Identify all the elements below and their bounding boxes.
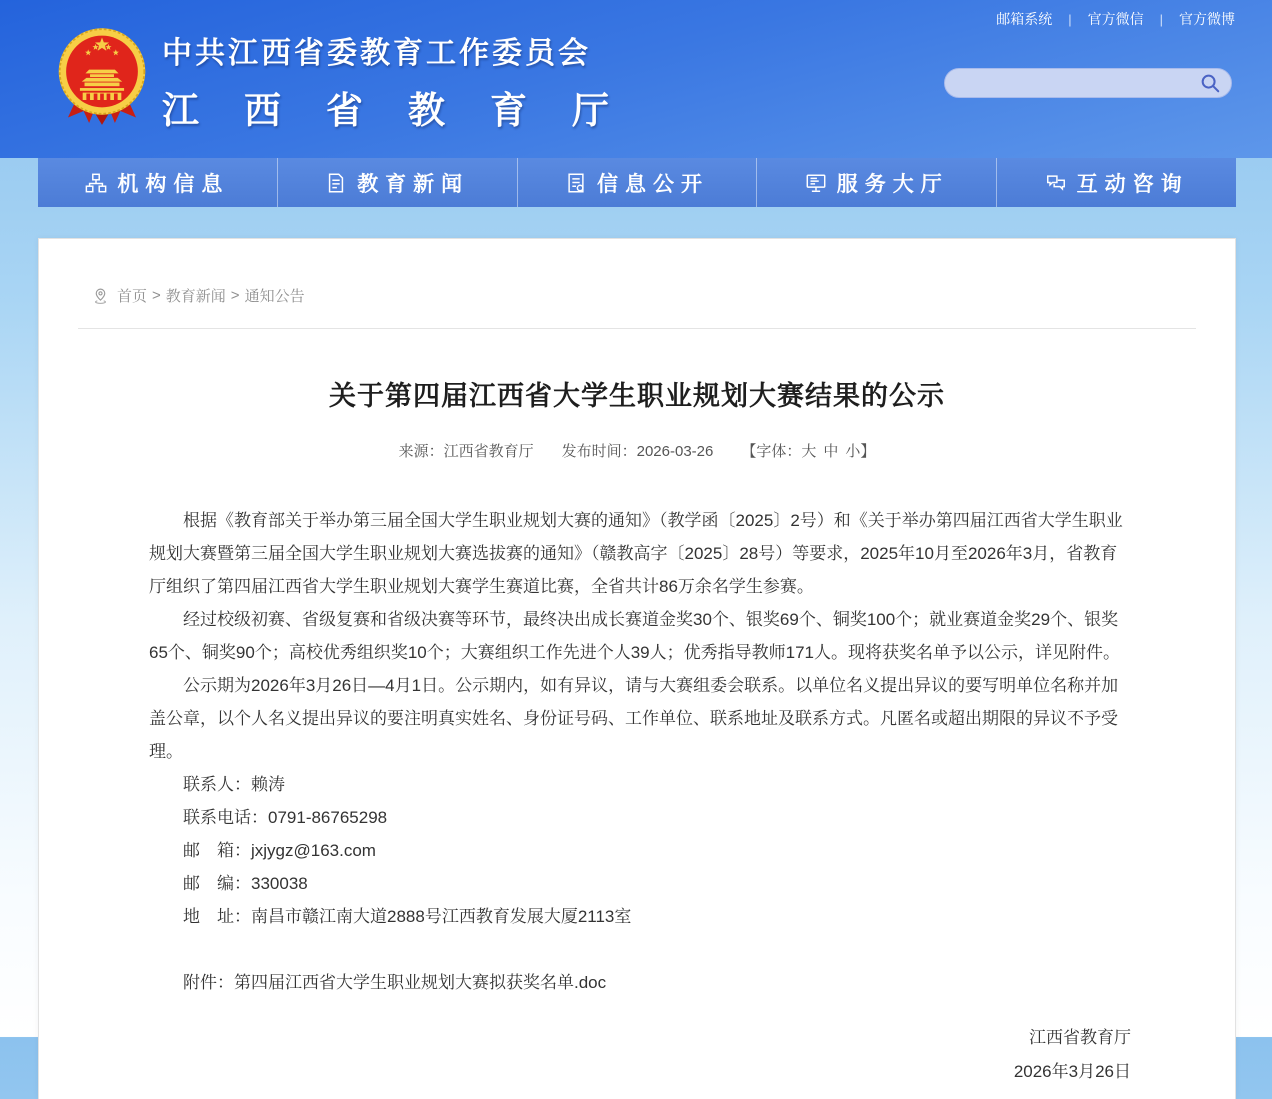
font-size-large-button[interactable]: 大 bbox=[801, 443, 817, 460]
nav-item-org-info[interactable] bbox=[38, 158, 278, 207]
breadcrumb-notices[interactable]: 通知公告 bbox=[244, 288, 305, 305]
nav-item-service-hall[interactable] bbox=[757, 158, 997, 207]
org-committee-title: 中共江西省委教育工作委员会 bbox=[162, 37, 591, 70]
article-title: 关于第四届江西省大学生职业规划大赛结果的公示 bbox=[329, 381, 945, 411]
nav-label: 互动咨询 bbox=[1076, 172, 1189, 196]
topbar-link-wechat[interactable]: 官方微信 bbox=[1087, 11, 1144, 27]
meta-source-value: 江西省教育厅 bbox=[443, 443, 534, 460]
location-pin-icon bbox=[92, 287, 109, 304]
search-icon bbox=[1199, 72, 1221, 94]
article-meta bbox=[39, 440, 1235, 461]
font-size-medium-button[interactable]: 中 bbox=[823, 443, 839, 460]
signature-block bbox=[149, 1021, 1131, 1089]
breadcrumb-separator: > bbox=[152, 287, 161, 304]
brand-text bbox=[162, 24, 654, 134]
nav-label: 服务大厅 bbox=[836, 172, 949, 196]
nav-item-consult[interactable] bbox=[997, 158, 1236, 207]
meta-time-label: 发布时间： bbox=[561, 443, 637, 460]
breadcrumb-home[interactable]: 首页 bbox=[117, 288, 148, 305]
sitemap-icon bbox=[85, 172, 107, 194]
breadcrumb-edu-news[interactable]: 教育新闻 bbox=[165, 288, 226, 305]
nav-item-info-disclosure[interactable] bbox=[518, 158, 758, 207]
meta-time-value: 2026-03-26 bbox=[636, 443, 714, 460]
topbar-links bbox=[996, 9, 1235, 29]
article-paragraph: 公示期为2026年3月26日—4月1日。公示期内，如有异议，请与大赛组委会联系。以单位名义提出异议的要写明单位名称并加盖公章，以个人名义提出异议的要注明真实姓名、身份证号码、工作单位、联系地址及联系方式。凡匿名或超出期限的异议不予受理。 bbox=[149, 676, 1119, 761]
attachment-line bbox=[149, 966, 1131, 999]
attachment-link[interactable]: 第四届江西省大学生职业规划大赛拟获奖名单.doc bbox=[234, 973, 607, 992]
chat-icon bbox=[1045, 172, 1067, 194]
contact-address: 地 址：南昌市赣江南大道2888号江西教育发展大厦2113室 bbox=[183, 907, 632, 926]
department-title: 江西省教育厅 bbox=[162, 90, 654, 131]
article-paragraph: 根据《教育部关于举办第三届全国大学生职业规划大赛的通知》（教学函〔2025〕2号）和《关于举办第四届江西省大学生职业规划大赛暨第三届全国大学生职业规划大赛选拔赛的通知》（赣教高字〔2025〕28号）等要求，2025年10月至2026年3月，省教育厅组织了第四届江西省大学生职业规划大赛学生赛道比赛，全省共计86万余名学生参赛。 bbox=[149, 511, 1123, 596]
nav-label: 机构信息 bbox=[117, 172, 230, 196]
news-doc-icon bbox=[325, 172, 347, 194]
topbar-separator: | bbox=[1159, 11, 1163, 27]
content-panel bbox=[38, 238, 1236, 1099]
info-doc-icon bbox=[565, 172, 587, 194]
meta-font-suffix: 】 bbox=[860, 443, 876, 460]
site-header bbox=[0, 0, 1272, 158]
attachment-label: 附件： bbox=[183, 973, 234, 992]
national-emblem-logo bbox=[56, 24, 148, 130]
search-input[interactable] bbox=[959, 71, 1199, 95]
topbar-separator: | bbox=[1068, 11, 1072, 27]
contact-postcode: 邮 编：330038 bbox=[183, 874, 308, 893]
nav-item-edu-news[interactable] bbox=[278, 158, 518, 207]
main-nav bbox=[38, 158, 1236, 207]
article-paragraph: 经过校级初赛、省级复赛和省级决赛等环节，最终决出成长赛道金奖30个、银奖69个、铜奖100个；就业赛道金奖29个、银奖65个、铜奖90个；高校优秀组织奖10个；大赛组织工作先进个人39人；优秀指导教师171人。现将获奖名单予以公示，详见附件。 bbox=[149, 610, 1120, 662]
nav-label: 教育新闻 bbox=[357, 172, 470, 196]
monitor-icon bbox=[805, 172, 827, 194]
font-size-small-button[interactable]: 小 bbox=[845, 443, 861, 460]
signature-org: 江西省教育厅 bbox=[1029, 1028, 1131, 1047]
breadcrumb-separator: > bbox=[230, 287, 240, 304]
breadcrumb bbox=[39, 239, 1235, 306]
topbar-link-mail[interactable]: 邮箱系统 bbox=[996, 11, 1053, 27]
contact-email: 邮 箱：jxjygz@163.com bbox=[183, 841, 376, 860]
site-search bbox=[944, 68, 1232, 98]
article-body bbox=[149, 504, 1131, 1089]
topbar-link-weibo[interactable]: 官方微博 bbox=[1179, 11, 1235, 27]
search-button[interactable] bbox=[1199, 72, 1221, 94]
contact-phone: 联系电话：0791-86765298 bbox=[183, 808, 388, 827]
site-brand bbox=[56, 24, 654, 134]
contact-person: 联系人：赖涛 bbox=[183, 775, 285, 794]
meta-source-label: 来源： bbox=[398, 443, 444, 460]
signature-date: 2026年3月26日 bbox=[1013, 1062, 1131, 1081]
meta-font-prefix: 【字体： bbox=[741, 443, 802, 460]
nav-label: 信息公开 bbox=[596, 172, 709, 196]
breadcrumb-divider bbox=[78, 328, 1196, 329]
